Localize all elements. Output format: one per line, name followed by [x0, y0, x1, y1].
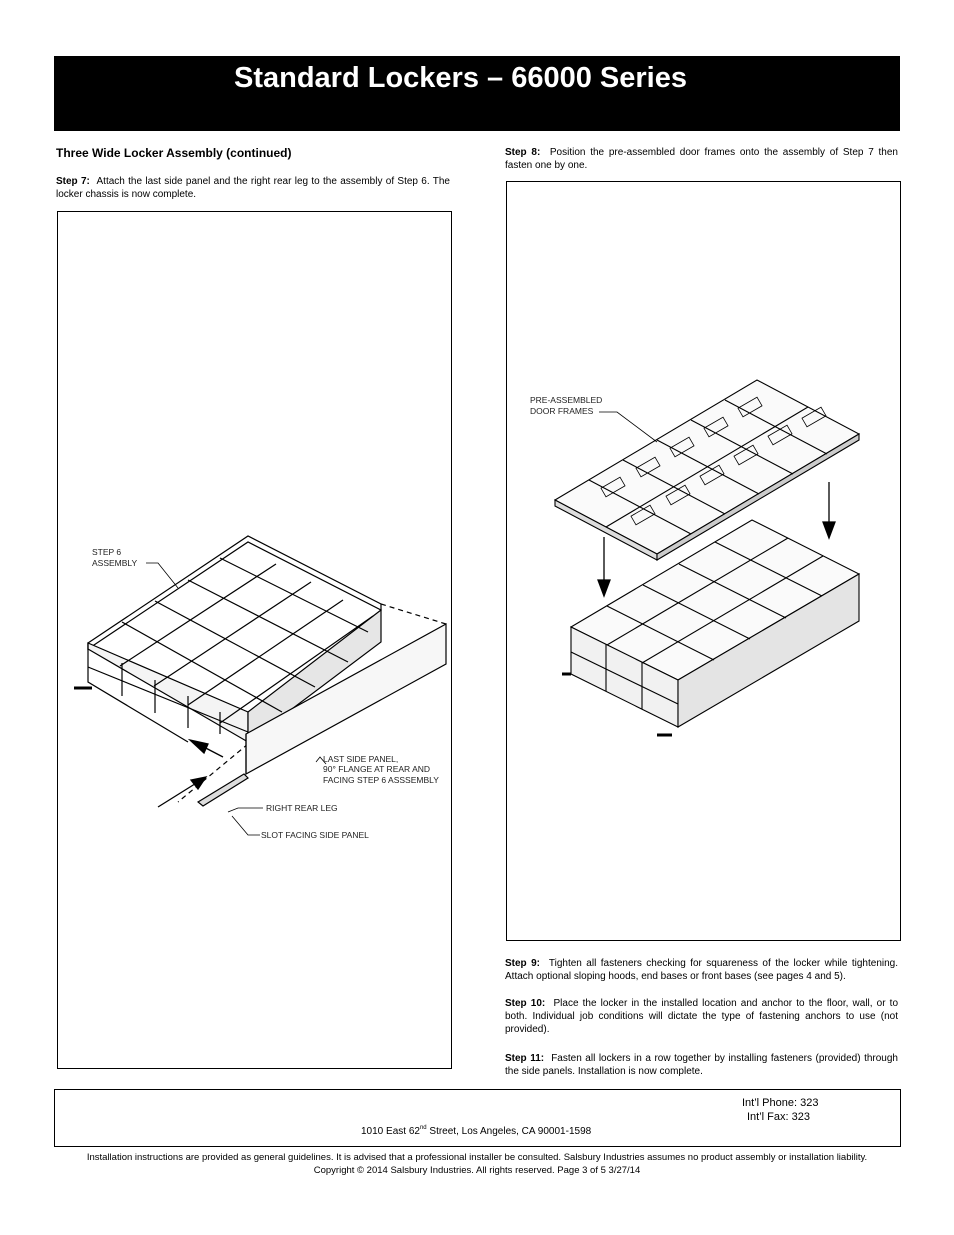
- last-side-callout-line1: LAST SIDE PANEL,: [323, 754, 399, 764]
- pre-assembled-callout-line1: PRE-ASSEMBLED: [530, 395, 603, 405]
- step7-text: Attach the last side panel and the right rear leg to the assembly of Step 6. The locker chassis is now complete.: [56, 176, 450, 200]
- step10-label: Step 10:: [505, 998, 546, 1009]
- step11-paragraph: [505, 1052, 898, 1078]
- copyright-line: Copyright © 2014 Salsbury Industries. All rights reserved. Page 3 of 5 3/27/14: [313, 1165, 641, 1176]
- contact-box: [54, 1089, 901, 1147]
- step10-text: Place the locker in the installed location and anchor to the floor, wall, or to both. Individual job conditions will dictate the type of fastening anchors to use (not provided).: [505, 998, 899, 1035]
- step7-illustration: [58, 212, 451, 1068]
- step9-paragraph: [505, 957, 898, 983]
- step8-paragraph: [505, 146, 898, 172]
- intl-phone: Int’l Phone: 323: [742, 1097, 819, 1109]
- step7-paragraph: [56, 175, 450, 201]
- step8-figure: [506, 181, 901, 941]
- step8-illustration: [507, 182, 900, 940]
- page-title: Standard Lockers – 66000 Series: [234, 62, 687, 94]
- address-end: Street, Los Angeles, CA 90001-1598: [426, 1126, 592, 1137]
- step6-callout-line2: ASSEMBLY: [92, 558, 138, 568]
- step10-paragraph: [505, 997, 898, 1036]
- pre-assembled-callout-line2: DOOR FRAMES: [530, 406, 594, 416]
- step8-text: Position the pre-assembled door frames onto the assembly of Step 7 then fasten one by one.: [505, 147, 898, 171]
- right-rear-leg-callout: RIGHT REAR LEG: [266, 803, 338, 813]
- step7-label: Step 7:: [56, 176, 90, 187]
- intl-fax: Int’l Fax: 323: [747, 1111, 810, 1123]
- slot-facing-callout: SLOT FACING SIDE PANEL: [261, 830, 369, 840]
- address-start: 1010 East 62: [361, 1126, 420, 1137]
- step6-callout-line1: STEP 6: [92, 547, 122, 557]
- last-side-callout-line3: FACING STEP 6 ASSSEMBLY: [323, 775, 439, 785]
- step9-text: Tighten all fasteners checking for squareness of the locker while tightening. Attach optional sloping hoods, end bases or front bases (see pages 4 and 5).: [505, 958, 899, 982]
- last-side-callout-line2: 90° FLANGE AT REAR AND: [323, 764, 431, 774]
- address-ordinal: nd: [419, 1125, 427, 1131]
- section-title: Three Wide Locker Assembly (continued): [56, 146, 292, 160]
- disclaimer-line: Installation instructions are provided as general guidelines. It is advised that a professional installer be consulted. Salsbury Industries assumes no product assembly or installation liability.: [86, 1152, 868, 1163]
- street-address: [361, 1126, 591, 1137]
- step8-label: Step 8:: [505, 147, 541, 158]
- step9-label: Step 9:: [505, 958, 540, 969]
- step11-label: Step 11:: [505, 1053, 545, 1064]
- step7-figure: [57, 211, 452, 1069]
- title-banner: [54, 56, 900, 131]
- step11-text: Fasten all lockers in a row together by installing fasteners (provided) through the side panels. Installation is now complete.: [505, 1053, 898, 1077]
